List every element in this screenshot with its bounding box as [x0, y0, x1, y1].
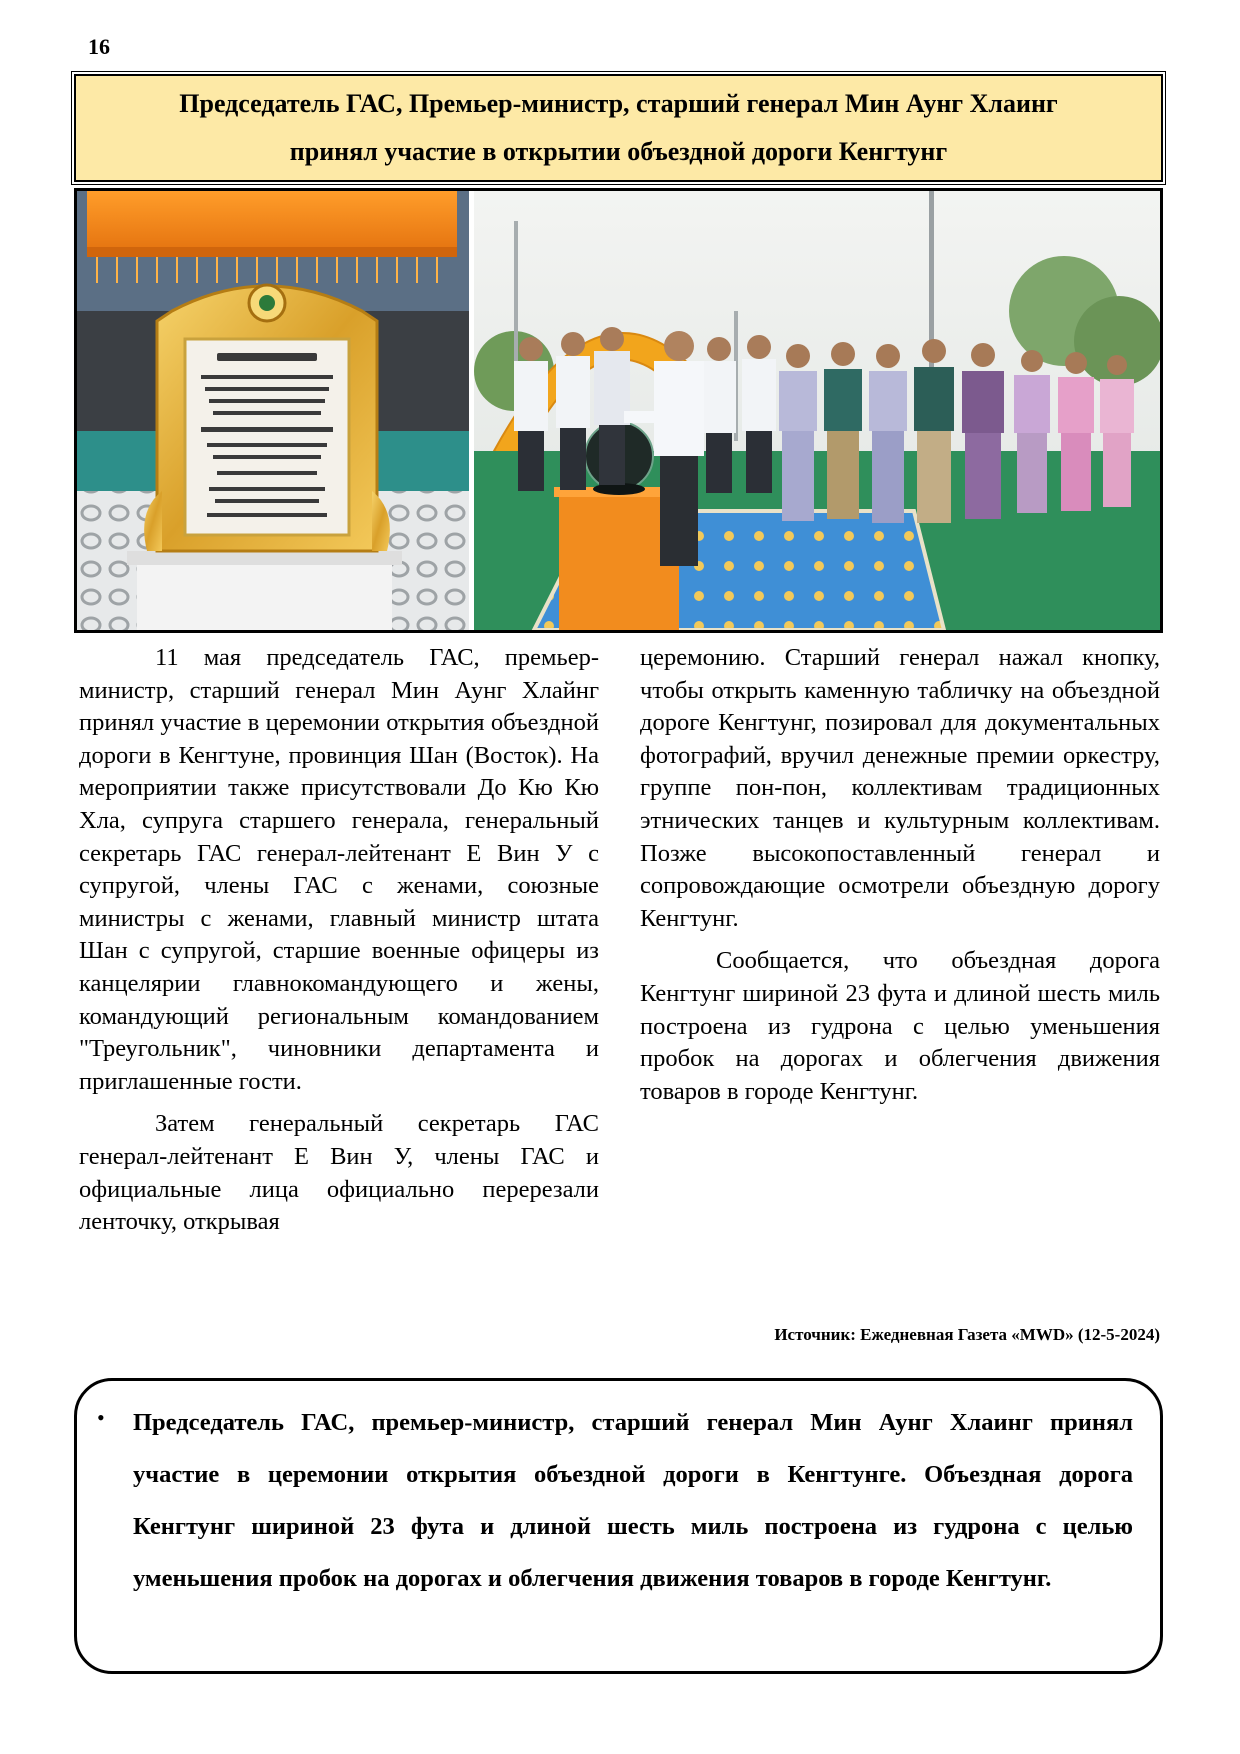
photo-frame	[74, 188, 1163, 633]
plaque-photo	[77, 191, 469, 630]
page-number: 16	[88, 34, 110, 59]
article-paragraph-2: Затем генеральный секретарь ГАС генерал-лейтенант Е Вин У, члены ГАС и официальные лица официально перерезали ленточку, открывая	[79, 1110, 599, 1236]
ceremony-photo	[474, 191, 1160, 630]
ceremony-illustration	[474, 191, 1160, 630]
summary-box	[74, 1378, 1163, 1674]
article-paragraph-1: 11 мая председатель ГАС, премьер-министр, старший генерал Мин Аунг Хлайнг принял участие в церемонии открытия объездной дороги в Кенгтуне, провинция Шан (Восток). На мероприятии также присутствовали До Кю Кю Хла, супруга старшего генерала, генеральный секретарь ГАС генерал-лейтенант Е Вин У с супругой, члены ГАС с женами, союзные министры с женами, главный министр штата Шан с супругой, старшие военные офицеры из канцелярии главнокомандующего и жены, командующий региональным командованием "Треугольник", чиновники департамента и приглашенные гости.	[79, 644, 599, 1095]
summary-text: Председатель ГАС, премьер-министр, старший генерал Мин Аунг Хлаинг принял участие в церемонии открытия объездной дороги в Кенгтунге. Объездная дорога Кенгтунг шириной 23 фута и длиной шесть миль построена из гудрона с целью уменьшения пробок на дорогах и облегчения движения товаров в городе Кенгтунг.	[133, 1409, 1133, 1592]
article-title-line-2: принял участие в открытии объездной дороги Кенгтунг	[289, 137, 948, 166]
article-column-right	[640, 642, 1160, 1118]
plaque-illustration	[77, 191, 469, 630]
source-credit: Источник: Ежедневная Газета «MWD» (12-5-2024)	[774, 1325, 1160, 1344]
article-paragraph-3: Сообщается, что объездная дорога Кенгтунг шириной 23 фута и длиной шесть миль построена из гудрона с целью уменьшения пробок на дорогах и облегчения движения товаров в городе Кенгтунг.	[640, 947, 1160, 1105]
article-paragraph-2-continued: церемонию. Старший генерал нажал кнопку, чтобы открыть каменную табличку на объездной дороге Кенгтунг, позировал для документальных фотографий, вручил денежные премии оркестру, группе пон-пон, коллективам традиционных этнических танцев и культурным коллективам. Позже высокопоставленный генерал и сопровождающие осмотрели объездную дорогу Кенгтунг.	[640, 644, 1160, 932]
bullet-icon: •	[97, 1405, 105, 1430]
article-column-left	[79, 642, 599, 1249]
article-title-line-1: Председатель ГАС, Премьер-министр, старший генерал Мин Аунг Хлаинг	[179, 89, 1058, 118]
article-title-box	[74, 74, 1163, 182]
